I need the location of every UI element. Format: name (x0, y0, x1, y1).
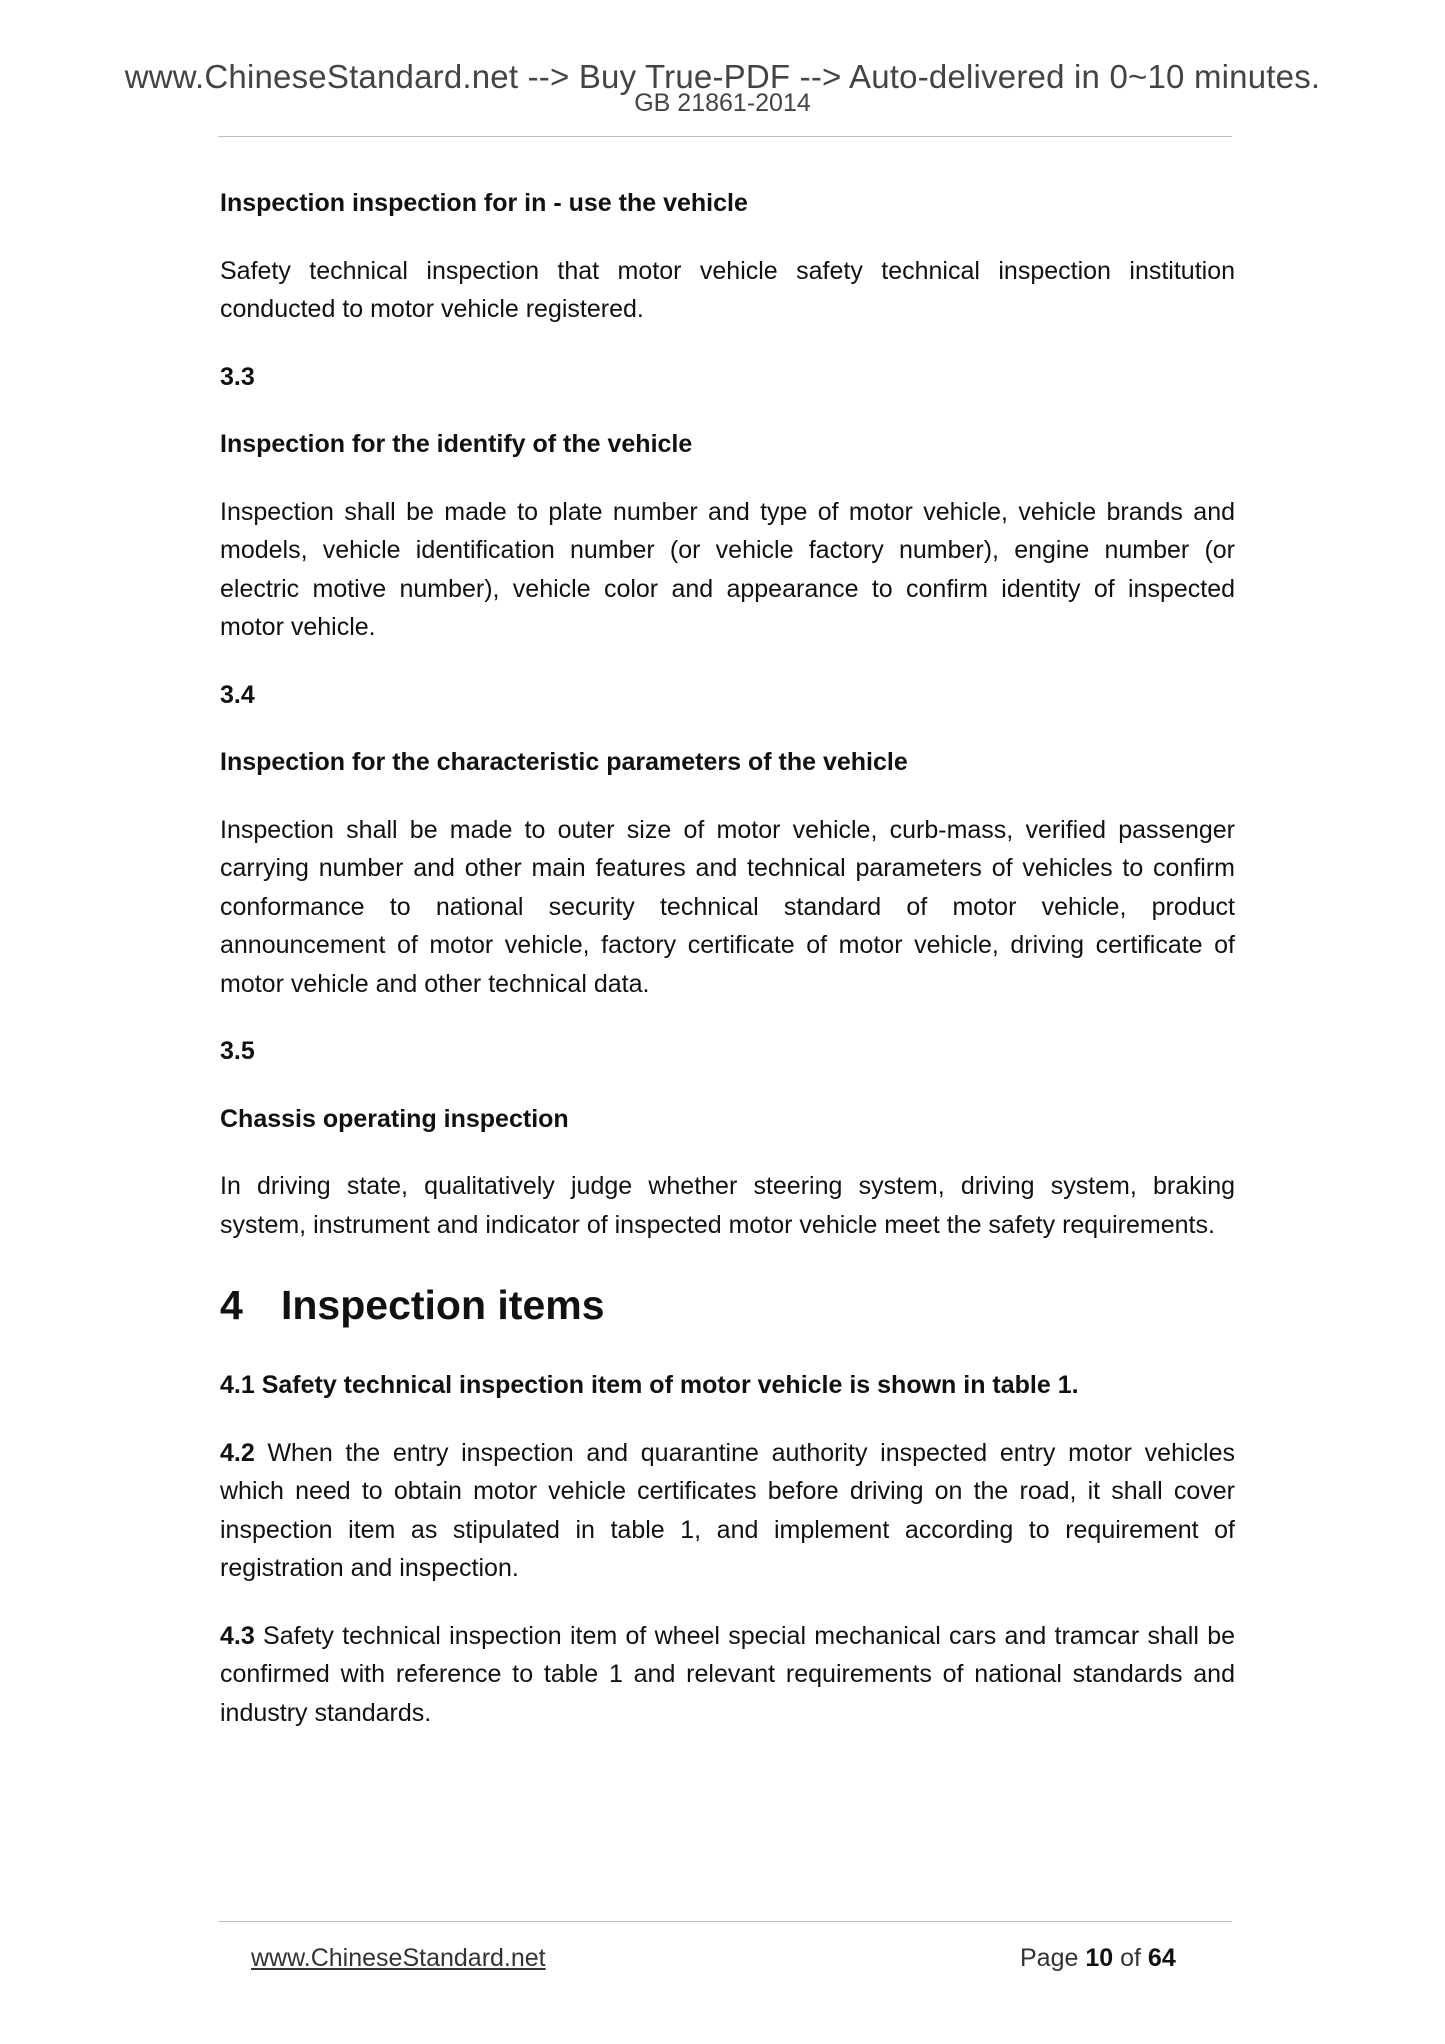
section-3-4-heading: Inspection for the characteristic parameters of the vehicle (220, 748, 908, 776)
section-4-2-number: 4.2 (220, 1438, 255, 1467)
footer-divider (218, 1921, 1232, 1922)
section-4-2-text: When the entry inspection and quarantine authority inspected entry motor vehicles which need to obtain motor vehicle certificates before driving on the road, it shall cover inspection item as stipulated in table 1, and implement according to requirement of registration and inspection. (220, 1438, 1235, 1582)
section-4-2-paragraph (220, 1434, 1235, 1588)
section-3-3-number: 3.3 (220, 362, 255, 391)
section-4-3-number: 4.3 (220, 1621, 255, 1650)
page-of: of (1120, 1944, 1141, 1972)
section-3-5-text: In driving state, qualitatively judge whether steering system, driving system, braking system, instrument and indicator of inspected motor vehicle meet the safety requirements. (220, 1172, 1235, 1239)
section-4-heading (220, 1280, 1235, 1330)
page-number (1020, 1944, 1176, 1973)
section-4-1-text: 4.1 Safety technical inspection item of motor vehicle is shown in table 1. (220, 1371, 1079, 1399)
section-3-2-text: Safety technical inspection that motor vehicle safety technical inspection institution conducted to motor vehicle registered. (220, 256, 1235, 323)
section-3-3-text: Inspection shall be made to plate number and type of motor vehicle, vehicle brands and models, vehicle identification number (or vehicle factory number), engine number (or electric motive number), vehicle color and appearance to confirm identity of inspected motor vehicle. (220, 497, 1235, 641)
section-3-2-heading: Inspection inspection for in - use the vehicle (220, 189, 748, 217)
section-3-4-number: 3.4 (220, 680, 255, 709)
section-3-4-text: Inspection shall be made to outer size of motor vehicle, curb-mass, verified passenger carrying number and other main features and technical parameters of vehicles to confirm conformance to national security technical standard of motor vehicle, product announcement of motor vehicle, factory certificate of motor vehicle, driving certificate of motor vehicle and other technical data. (220, 815, 1235, 998)
page-total: 64 (1147, 1944, 1176, 1972)
section-4-3-text: Safety technical inspection item of wheel special mechanical cars and tramcar shall be confirmed with reference to table 1 and relevant requirements of national standards and industry standards. (220, 1621, 1236, 1727)
page-prefix: Page (1020, 1944, 1079, 1972)
section-4-3-paragraph (220, 1617, 1235, 1733)
document-id: GB 21861-2014 (634, 89, 811, 117)
header-banner[interactable]: www.ChineseStandard.net --> Buy True-PDF --> Auto-delivered in 0~10 minutes. (124, 58, 1321, 95)
section-3-5-number: 3.5 (220, 1037, 255, 1065)
section-4-title: Inspection items (281, 1282, 605, 1328)
page-current: 10 (1085, 1944, 1114, 1972)
section-4-number: 4 (220, 1282, 243, 1328)
header-divider (218, 136, 1232, 137)
footer-website-link[interactable]: www.ChineseStandard.net (251, 1944, 546, 1972)
page-content (220, 184, 1235, 1732)
section-3-5-heading: Chassis operating inspection (220, 1104, 569, 1133)
section-3-3-heading: Inspection for the identify of the vehicle (220, 430, 693, 458)
